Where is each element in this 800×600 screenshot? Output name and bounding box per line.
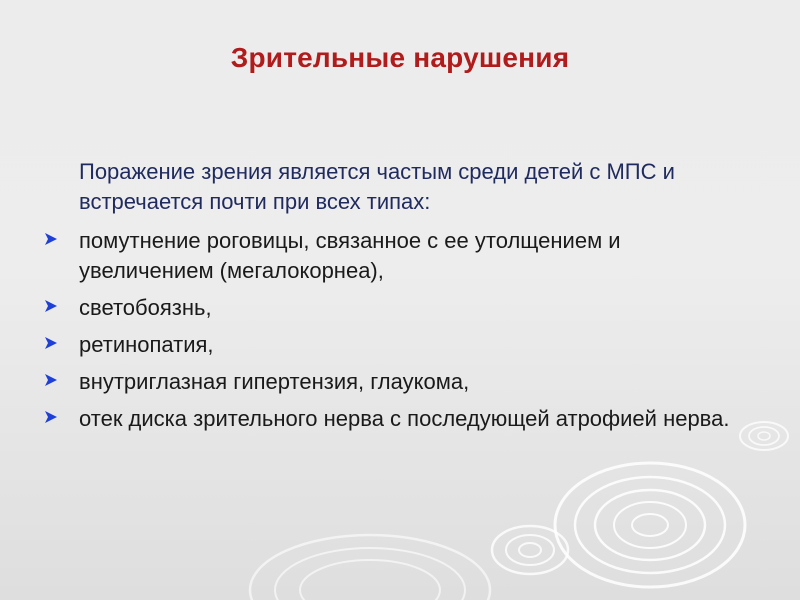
bullet-text: ретинопатия, [79,332,214,357]
list-item [44,293,734,323]
bullet-text: внутриглазная гипертензия, глаукома, [79,369,470,394]
bullet-text: отек диска зрительного нерва с последующей атрофией нерва. [79,406,730,431]
bullet-text: помутнение роговицы, связанное с ее утолщением и увеличением (мегалокорнеа), [79,228,621,283]
list-item [44,226,734,286]
blue-arrowhead-icon [44,336,58,350]
ripple-small [740,422,788,450]
list-item [44,330,734,360]
blue-arrowhead-icon [44,299,58,313]
slide-title: Зрительные нарушения [230,42,570,73]
ripple-large [555,463,745,587]
bullet-text: светобоязнь, [79,295,212,320]
ripple-faint [250,535,490,600]
blue-arrowhead-icon [44,410,58,424]
list-item [44,404,734,434]
intro-paragraph: Поражение зрения является частым среди детей с МПС и встречается почти при всех типах: [79,159,675,214]
bullet-list [44,226,734,441]
blue-arrowhead-icon [44,232,58,246]
list-item [44,367,734,397]
blue-arrowhead-icon [44,373,58,387]
ripple-medium [492,526,568,574]
